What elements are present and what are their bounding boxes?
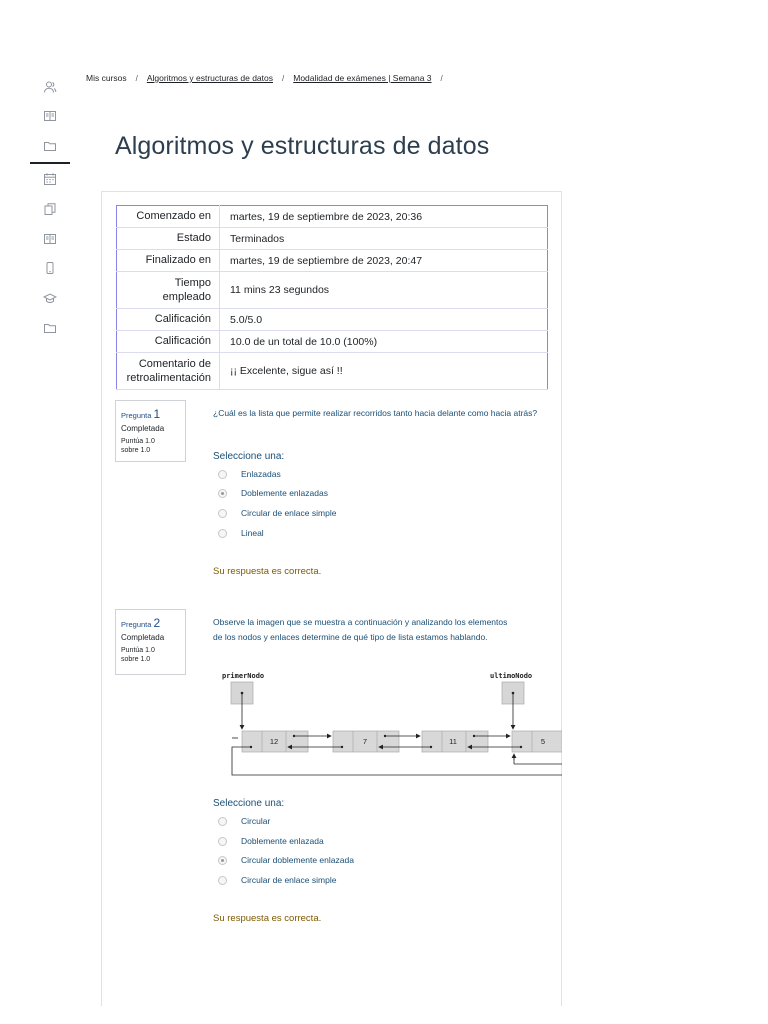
breadcrumb-separator: /	[135, 73, 138, 83]
answer-option-label: Lineal	[241, 528, 264, 538]
folder-icon[interactable]	[43, 139, 57, 153]
answer-option-label: Enlazadas	[241, 469, 281, 479]
radio-button[interactable]	[218, 876, 227, 885]
summary-row-grade	[117, 309, 548, 331]
left-nav-rail	[0, 0, 100, 1024]
radio-button[interactable]	[218, 837, 227, 846]
question-info-box	[115, 609, 186, 675]
grade-total-value: 10.0 de un total de 10.0 (100%)	[230, 335, 378, 348]
started-label: Comenzado en	[117, 206, 220, 228]
state-label: Estado	[117, 228, 220, 250]
files-icon[interactable]	[43, 202, 57, 216]
summary-row-grade-total	[117, 331, 548, 353]
mobile-icon[interactable]	[43, 261, 57, 275]
breadcrumb-exam-link[interactable]: Modalidad de exámenes | Semana 3	[293, 73, 432, 83]
question-grade-line1: Puntúa 1.0	[121, 438, 155, 445]
question-number: 1	[153, 407, 161, 421]
breadcrumb	[86, 73, 452, 83]
question-info-box	[115, 400, 186, 462]
grades-icon[interactable]	[43, 109, 57, 123]
grade-label: Calificación	[117, 309, 220, 331]
breadcrumb-separator: /	[440, 73, 443, 83]
list-node	[333, 731, 399, 752]
page-title: Algoritmos y estructuras de datos	[115, 132, 490, 160]
node-value: 12	[269, 737, 279, 746]
select-one-prompt: Seleccione una:	[213, 798, 285, 809]
radio-button[interactable]	[218, 470, 227, 479]
question-label: Pregunta	[121, 620, 152, 629]
answer-option-label: Doblemente enlazadas	[241, 488, 328, 498]
select-one-prompt: Seleccione una:	[213, 451, 285, 462]
graduation-cap-icon[interactable]	[43, 291, 57, 305]
started-value: martes, 19 de septiembre de 2023, 20:36	[230, 210, 423, 223]
list-node	[512, 731, 562, 752]
radio-button[interactable]	[218, 529, 227, 538]
answer-option[interactable]	[218, 836, 324, 846]
time-value: 11 mins 23 segundos	[230, 284, 330, 296]
active-indicator	[30, 162, 70, 164]
breadcrumb-separator: /	[282, 73, 285, 83]
summary-row-state	[117, 228, 548, 250]
answer-option[interactable]	[218, 875, 336, 885]
answer-option[interactable]	[218, 469, 281, 479]
summary-row-feedback	[117, 353, 548, 390]
first-node-label: primerNodo	[222, 672, 265, 680]
last-node-label: ultimoNodo	[490, 672, 533, 680]
answer-option[interactable]	[218, 855, 354, 865]
feedback-label-line1: Comentario de	[138, 357, 211, 370]
linked-list-diagram	[218, 666, 562, 782]
finished-value: martes, 19 de septiembre de 2023, 20:47	[230, 254, 423, 267]
book-icon[interactable]	[43, 232, 57, 246]
time-label-line1: Tiempo	[174, 276, 211, 289]
answer-option-label: Circular de enlace simple	[241, 875, 337, 885]
question-text: Observe la imagen que se muestra a continuación y analizando los elementos de los nodos y enlaces determine de qué tipo de lista estamos hablando.	[213, 617, 508, 642]
summary-row-started	[117, 206, 548, 228]
answer-option[interactable]	[218, 488, 328, 498]
list-node	[242, 731, 308, 752]
node-value: 7	[362, 737, 368, 746]
question-grade-line1: Puntúa 1.0	[121, 647, 155, 654]
time-label	[117, 272, 220, 309]
question-number: 2	[153, 616, 161, 630]
answer-option-label: Circular	[241, 816, 271, 826]
answer-option-label: Circular de enlace simple	[241, 508, 337, 518]
folder-icon[interactable]	[43, 321, 57, 335]
question-grade-line2: sobre 1.0	[121, 656, 151, 664]
list-node	[422, 731, 488, 752]
calendar-icon[interactable]	[43, 172, 57, 186]
answer-option-label: Doblemente enlazada	[241, 836, 324, 846]
question-state: Completada	[121, 424, 165, 433]
answer-option-label: Circular doblemente enlazada	[241, 855, 354, 865]
answer-option[interactable]	[218, 528, 264, 538]
grade-value: 5.0/5.0	[230, 313, 263, 326]
feedback-label-line2: retroalimentación	[126, 372, 211, 384]
node-value: 5	[540, 737, 546, 746]
question-grade-line2: sobre 1.0	[121, 447, 151, 455]
answer-feedback: Su respuesta es correcta.	[213, 566, 322, 577]
radio-button[interactable]	[218, 817, 227, 826]
attempt-summary-table	[116, 205, 548, 390]
answer-option[interactable]	[218, 508, 336, 518]
answer-feedback: Su respuesta es correcta.	[213, 913, 322, 924]
breadcrumb-course-link[interactable]: Algoritmos y estructuras de datos	[146, 73, 273, 83]
radio-button-selected[interactable]	[218, 856, 227, 865]
state-value: Terminados	[230, 232, 285, 245]
finished-label: Finalizado en	[117, 250, 220, 272]
breadcrumb-my-courses[interactable]: Mis cursos	[86, 73, 127, 83]
feedback-label	[117, 353, 220, 390]
grade-total-label: Calificación	[117, 331, 220, 353]
time-label-line2: empleado	[162, 291, 211, 303]
answer-option[interactable]	[218, 816, 270, 826]
radio-button[interactable]	[218, 509, 227, 518]
summary-row-finished	[117, 250, 548, 272]
node-value: 11	[449, 737, 457, 746]
participants-icon[interactable]	[43, 80, 57, 94]
question-label: Pregunta	[121, 411, 152, 420]
question-state: Completada	[121, 633, 165, 642]
radio-button-selected[interactable]	[218, 489, 227, 498]
question-text: ¿Cuál es la lista que permite realizar recorridos tanto hacia delante como hacia atrás?	[213, 408, 538, 418]
summary-row-time	[117, 272, 548, 309]
feedback-value: ¡¡ Excelente, sigue así !!	[230, 365, 343, 377]
